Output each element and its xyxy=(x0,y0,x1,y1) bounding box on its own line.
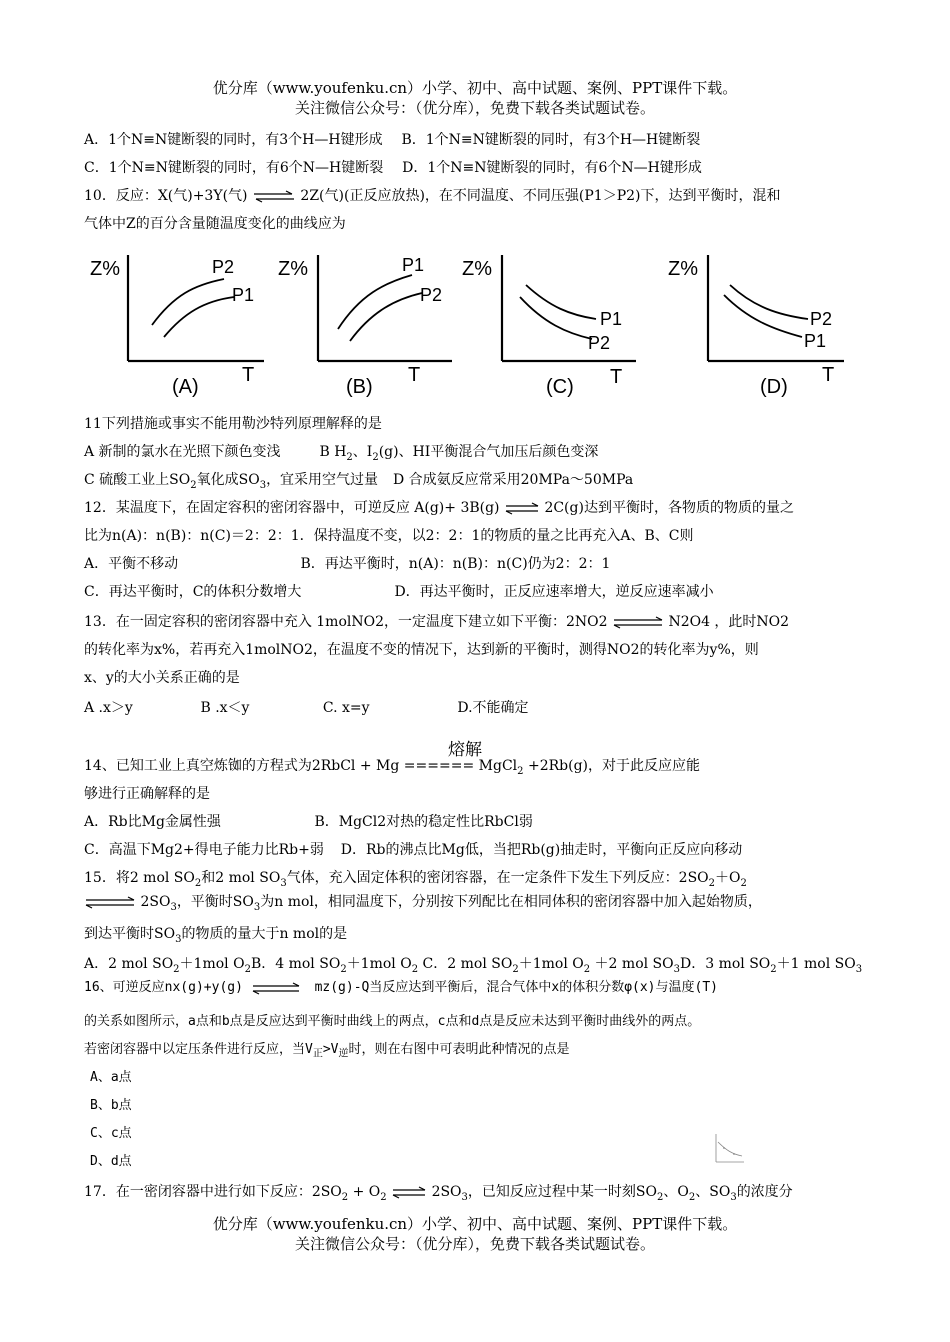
q13-stem xyxy=(84,612,789,632)
q9-option-a: A．1个N≡N键断裂的同时，有3个H—H键形成 xyxy=(84,132,383,148)
q12-stem xyxy=(84,498,794,518)
q15-stem3: 到达平衡时$SO_3$的物质的量大于n mol的是 xyxy=(84,926,348,945)
q15-option-d: D．3 mol $SO_2+1$ mol $SO_3$ xyxy=(680,956,863,975)
q14-stem: 14、已知工业上真空炼铷的方程式为2RbCl + Mg ====== MgCl$_2$ +2Rb(g)，对于此反应应能 xyxy=(84,758,700,777)
q15-options xyxy=(84,954,862,980)
q9-row1 xyxy=(84,130,700,150)
q12-stem-b: 2C(g)达到平衡时，各物质的物质的量之 xyxy=(544,500,794,516)
graph-b-curve-top: P1 xyxy=(402,255,425,275)
q12-stem-a: 12．某温度下，在固定容积的密闭容器中，可逆反应 A(g)+ 3B(g) xyxy=(84,500,500,516)
graph-c-curve-top: P1 xyxy=(600,309,623,329)
q14-stem-c: +2Rb(g)，对于此反应应能 xyxy=(523,758,700,774)
q15-stem: 15．将2 mol $SO_2$和2 mol $SO_3$气体，充入固定体积的密闭容器，在一定条件下发生下列反应：$2SO_2+O_2$ xyxy=(84,870,747,889)
q9-row2 xyxy=(84,158,702,178)
q13-stem-b: N2O4 ，此时NO2 xyxy=(668,614,790,630)
graph-c-xlabel: T xyxy=(610,366,623,388)
q15-option-b: B．4 mol $SO_2+1mol$ $O_2$ xyxy=(250,956,419,975)
q14-option-c: C．高温下Mg2+得电子能力比Rb+弱 xyxy=(84,842,324,858)
q11-option-c: C 硫酸工业上$SO_2$氧化成$SO_3$，宜采用空气过量 xyxy=(84,472,379,491)
equilibrium-arrow-icon xyxy=(251,981,307,995)
graph-a-label: (A) xyxy=(172,376,199,398)
q13-stem-a: 13．在一固定容积的密闭容器中充入 1molNO2，一定温度下建立如下平衡：2NO2 xyxy=(84,614,608,630)
graph-b-xlabel: T xyxy=(408,364,421,386)
q12-row1 xyxy=(84,554,610,574)
equilibrium-arrow-icon xyxy=(612,615,664,629)
q14-stem2: 够进行正确解释的是 xyxy=(84,786,210,802)
q14-stem-b: MgCl xyxy=(478,758,518,774)
q9-option-b: B．1个N≡N键断裂的同时，有3个H—H键断裂 xyxy=(401,132,701,148)
q9-option-d: D．1个N≡N键断裂的同时，有6个N—H键形成 xyxy=(402,160,702,176)
graph-a-ylabel: Z% xyxy=(90,258,120,280)
q16-option-c: C、c点 xyxy=(90,1126,132,1141)
q15-option-c: C．2 mol $SO_2+1mol$ $O_2 +2$ mol $SO_3$ xyxy=(422,956,680,975)
graph-d-xlabel: T xyxy=(822,364,835,386)
q14-reaction-equals: ====== xyxy=(403,758,475,774)
q12-option-d: D．再达平衡时，正反应速率增大，逆反应速率减小 xyxy=(394,584,714,600)
q14-stem-a: 14、已知工业上真空炼铷的方程式为2RbCl + Mg xyxy=(84,758,400,774)
graph-b-curve-bottom: P2 xyxy=(420,285,443,305)
q13-option-d: D.不能确定 xyxy=(457,700,529,716)
q10-stem-b: 2Z(气)(正反应放热)，在不同温度、不同压强(P1＞P2)下，达到平衡时，混和 xyxy=(300,188,781,204)
page-header-line2: 关注微信公众号：（优分库），免费下载各类试题试卷。 xyxy=(294,99,655,117)
equilibrium-arrow-icon xyxy=(252,189,296,203)
q12-option-c: C．再达平衡时，C的体积分数增大 xyxy=(84,584,302,600)
graph-a xyxy=(84,245,284,405)
page-footer-line2: 关注微信公众号：（优分库），免费下载各类试题试卷。 xyxy=(294,1235,655,1253)
graph-c xyxy=(460,245,660,405)
graph-a-curve-top: P2 xyxy=(212,257,235,277)
q13-stem3: x、y的大小关系正确的是 xyxy=(84,670,240,686)
q11-stem: 11下列措施或事实不能用勒沙特列原理解释的是 xyxy=(84,416,382,432)
q14-option-a: A．Rb比Mg金属性强 xyxy=(84,814,221,830)
q11-option-a: A 新制的氯水在光照下颜色变浅 xyxy=(84,444,281,460)
graph-c-ylabel: Z% xyxy=(462,258,492,280)
page-header-line1: 优分库（www.youfenku.cn）小学、初中、高中试题、案例、PPT课件下载。 xyxy=(212,79,738,97)
graph-a-curve-bottom: P1 xyxy=(232,285,255,305)
q16-stem: 16、可逆反应nx(g)+y(g) mz(g)-Q当反应达到平衡后，混合气体中x的体积分数φ(x)与温度(T) xyxy=(84,980,718,995)
graph-d-curve-top: P2 xyxy=(810,309,833,329)
q10-stem xyxy=(84,186,780,206)
q16-option-d: D、d点 xyxy=(90,1154,132,1169)
q14-condition: 熔解 xyxy=(448,740,482,760)
q14-option-b: B．MgCl2对热的稳定性比RbCl弱 xyxy=(314,814,533,830)
q13-options xyxy=(84,698,529,718)
graph-d-ylabel: Z% xyxy=(668,258,698,280)
q10-stem-a: 10．反应：X(气)+3Y(气) xyxy=(84,188,248,204)
q17-stem: 17．在一密闭容器中进行如下反应：$2SO_2 + O_2$ $2SO_3$，已知反应过程中某一时刻$SO_2$、$O_2$、$SO_3$的浓度分 xyxy=(84,1184,793,1203)
q13-option-c: C. x=y xyxy=(322,700,370,716)
q11-option-b: B $H_2$、$I_2(g)$、HI平衡混合气加压后颜色变深 xyxy=(319,444,599,463)
graph-a-xlabel: T xyxy=(242,364,255,386)
q12-stem2: 比为n(A)：n(B)：n(C)＝2：2：1．保持温度不变，以2：2：1的物质的量之比再充入A、B、C则 xyxy=(84,528,694,544)
q15-option-a: A．2 mol $SO_2+1mol$ $O_2$ xyxy=(84,956,251,975)
page-footer-line1: 优分库（www.youfenku.cn）小学、初中、高中试题、案例、PPT课件下载。 xyxy=(212,1215,738,1233)
graph-b-label: (B) xyxy=(346,376,373,398)
q11-row2 xyxy=(84,470,633,496)
graph-b xyxy=(272,245,472,405)
q14-option-d: D．Rb的沸点比Mg低，当把Rb(g)抽走时，平衡向正反应向移动 xyxy=(340,842,743,858)
graph-d xyxy=(662,245,862,405)
q16-option-a: A、a点 xyxy=(90,1070,132,1085)
q15-stem2: $2SO_3$，平衡时$SO_3$为n mol，相同温度下，分别按下列配比在相同体积的密闭容器中加入起始物质， xyxy=(84,892,762,918)
equilibrium-arrow-icon xyxy=(84,895,136,909)
q12-option-a: A．平衡不移动 xyxy=(84,556,179,572)
graph-b-ylabel: Z% xyxy=(278,258,308,280)
q14-row2 xyxy=(84,840,742,860)
q10-stem2: 气体中Z的百分含量随温度变化的曲线应为 xyxy=(84,216,346,232)
q12-row2 xyxy=(84,582,714,602)
q11-option-d: D 合成氨反应常采用20MPa～50MPa xyxy=(392,472,634,488)
graph-d-curve-bottom: P1 xyxy=(804,331,827,351)
q14-row1 xyxy=(84,812,533,832)
q11-row1 xyxy=(84,442,598,468)
q16-figure-icon xyxy=(712,1132,746,1166)
equilibrium-arrow-icon xyxy=(391,1185,427,1199)
graph-d-label: (D) xyxy=(760,376,788,398)
q13-option-a: A .x＞y xyxy=(84,700,133,716)
q16-option-b: B、b点 xyxy=(90,1098,132,1113)
graph-c-curve-bottom: P2 xyxy=(588,333,611,353)
q12-option-b: B．再达平衡时，n(A)：n(B)：n(C)仍为2：2：1 xyxy=(300,556,611,572)
q9-option-c: C．1个N≡N键断裂的同时，有6个N—H键断裂 xyxy=(84,160,384,176)
q13-option-b: B .x＜y xyxy=(200,700,250,716)
graph-c-label: (C) xyxy=(546,376,574,398)
q16-stem3: 若密闭容器中以定压条件进行反应，当$V_正>V_逆$时，则在右图中可表明此种情况的点是 xyxy=(84,1042,570,1060)
q16-stem2: 的关系如图所示，a点和b点是反应达到平衡时曲线上的两点，c点和d点是反应未达到平衡时曲线外的两点。 xyxy=(84,1014,701,1029)
q13-stem2: 的转化率为x%，若再充入1molNO2，在温度不变的情况下，达到新的平衡时，测得NO2的转化率为y%，则 xyxy=(84,642,759,658)
equilibrium-arrow-icon xyxy=(504,501,540,515)
